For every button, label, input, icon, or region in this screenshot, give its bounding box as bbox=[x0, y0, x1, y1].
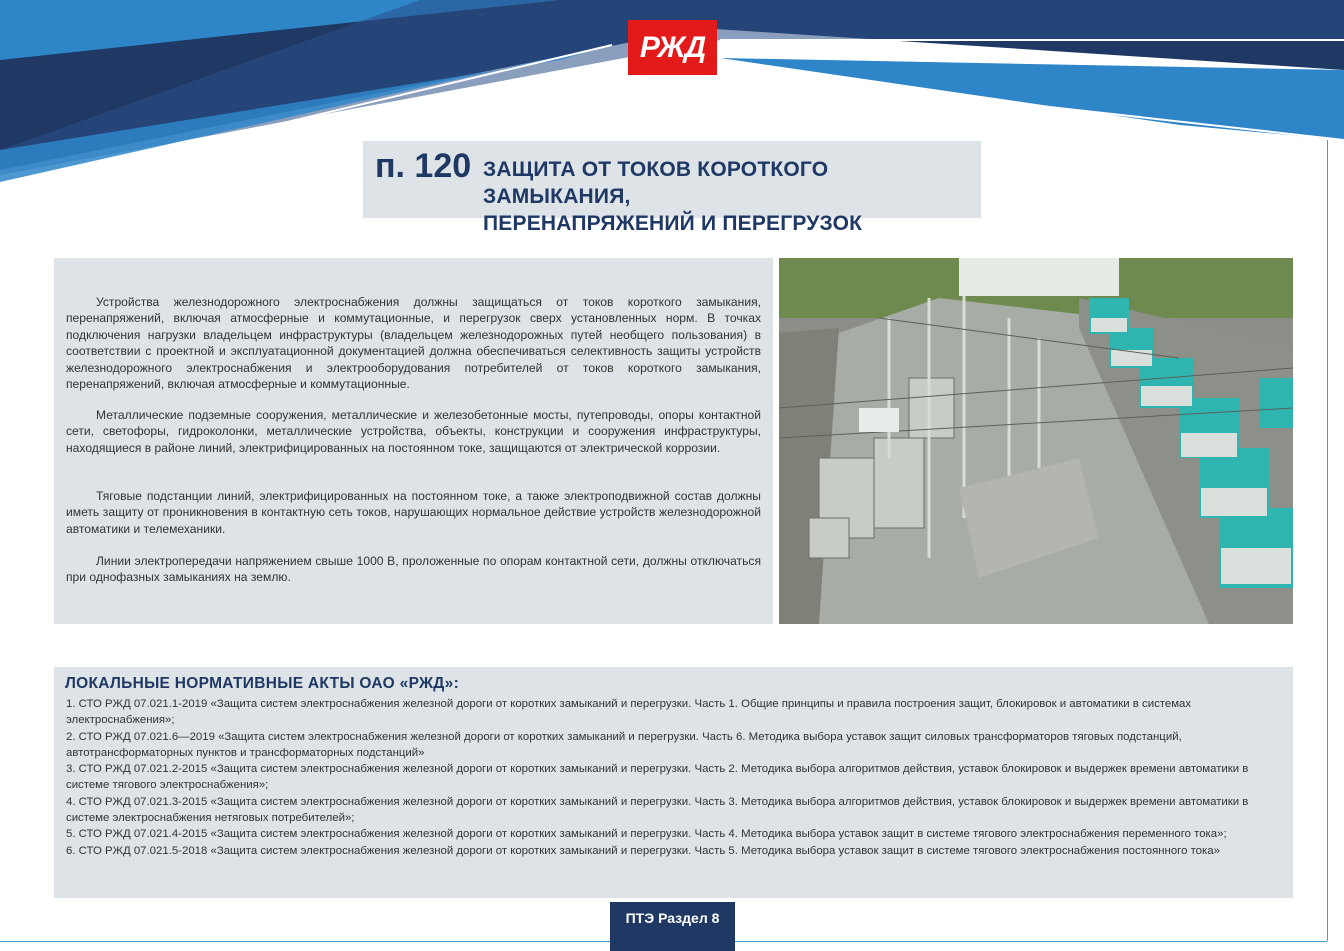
body-paragraph-3: Тяговые подстанции линий, электрифицированных на постоянном токе, а также электроподвижной состав должны иметь защиту от проникновения в контактную сеть токов, нарушающих нормальное действие устройств железнодорожной автоматики и телемеханики. bbox=[66, 489, 761, 536]
body-text-panel bbox=[54, 258, 773, 624]
bottom-rule-right bbox=[735, 941, 1327, 942]
logo-text: РЖД bbox=[639, 30, 706, 64]
section-number: п. 120 bbox=[375, 147, 472, 185]
right-frame-line bbox=[1327, 140, 1328, 941]
body-paragraph-2: Металлические подземные сооружения, металлические и железобетонные мосты, путепроводы, опоры контактной сети, светофоры, гидроколонки, металлические устройства, объекты, конструкции и сооружения инфраструктуры, находящиеся в районе линий, электрифицированных на постоянном токе, защищаются от электрической коррозии. bbox=[66, 408, 761, 455]
normative-acts-list bbox=[66, 696, 1286, 859]
bottom-rule-left bbox=[0, 941, 610, 942]
section-title-box bbox=[363, 141, 981, 235]
body-paragraph-1: Устройства железнодорожного электроснабжения должны защищаться от токов короткого замыкания, перенапряжений, включая атмосферные и коммутационные, и перегрузок сверх установленных норм. В точках подключения нагрузки владельцем инфраструктуры (владельцем железнодорожных путей необщего пользования) в соответствии с проектной и эксплуатационной документацией должна обеспечиваться селективность защиты устройств железнодорожного электроснабжения и электрооборудования потребителей от токов короткого замыкания, перенапряжений, включая атмосферные и коммутационные. bbox=[66, 295, 761, 392]
section-title-line2: ПЕРЕНАПРЯЖЕНИЙ И ПЕРЕГРУЗОК bbox=[483, 212, 863, 235]
list-item: 5. СТО РЖД 07.021.4-2015 «Защита систем электроснабжения железной дороги от коротких замыканий и перегрузки. Часть 4. Методика выбора уставок защит в системе тягового электроснабжения переменного тока»; bbox=[66, 828, 1227, 841]
substation-photo bbox=[779, 258, 1293, 624]
section-title-line1: ЗАЩИТА ОТ ТОКОВ КОРОТКОГО ЗАМЫКАНИЯ, bbox=[483, 158, 829, 208]
footer-section-label bbox=[610, 902, 735, 951]
list-item: 3. СТО РЖД 07.021.2-2015 «Защита систем электроснабжения железной дороги от коротких замыканий и перегрузки. Часть 2. Методика выбора алгоритмов действия, уставок блокировок и выдержек времени автоматики в системе тягового электроснабжения»; bbox=[66, 763, 1249, 792]
list-item: 2. СТО РЖД 07.021.6—2019 «Защита систем электроснабжения железной дороги от коротких замыканий и перегрузки. Часть 6. Методика выбора уставок защит силовых трансформаторов тяговых подстанций, автотрансформаторных пунктов и трансформаторных подстанций» bbox=[66, 730, 1182, 759]
list-item: 1. СТО РЖД 07.021.1-2019 «Защита систем электроснабжения железной дороги от коротких замыканий и перегрузки. Часть 1. Общие принципы и правила построения защит, блокировок и автоматики в системах электроснабжения»; bbox=[66, 698, 1192, 727]
list-item: 6. СТО РЖД 07.021.5-2018 «Защита систем электроснабжения железной дороги от коротких замыканий и перегрузки. Часть 5. Методика выбора уставок защит в системе тягового электроснабжения постоянного тока» bbox=[66, 844, 1220, 857]
section-title bbox=[483, 156, 981, 237]
footer-label: ПТЭ Раздел 8 bbox=[625, 910, 720, 926]
normative-acts-panel bbox=[54, 667, 1293, 898]
normative-acts-heading: ЛОКАЛЬНЫЕ НОРМАТИВНЫЕ АКТЫ ОАО «РЖД»: bbox=[65, 675, 460, 692]
list-item: 4. СТО РЖД 07.021.3-2015 «Защита систем электроснабжения железной дороги от коротких замыканий и перегрузки. Часть 3. Методика выбора алгоритмов действия, уставок блокировок и выдержек времени автоматики в системе электроснабжения нетяговых потребителей»; bbox=[66, 795, 1249, 825]
body-paragraph-4: Линии электропередачи напряжением свыше 1000 В, проложенные по опорам контактной сети, должны отключаться при однофазных замыканиях на землю. bbox=[66, 554, 761, 585]
rzd-logo bbox=[628, 20, 717, 75]
